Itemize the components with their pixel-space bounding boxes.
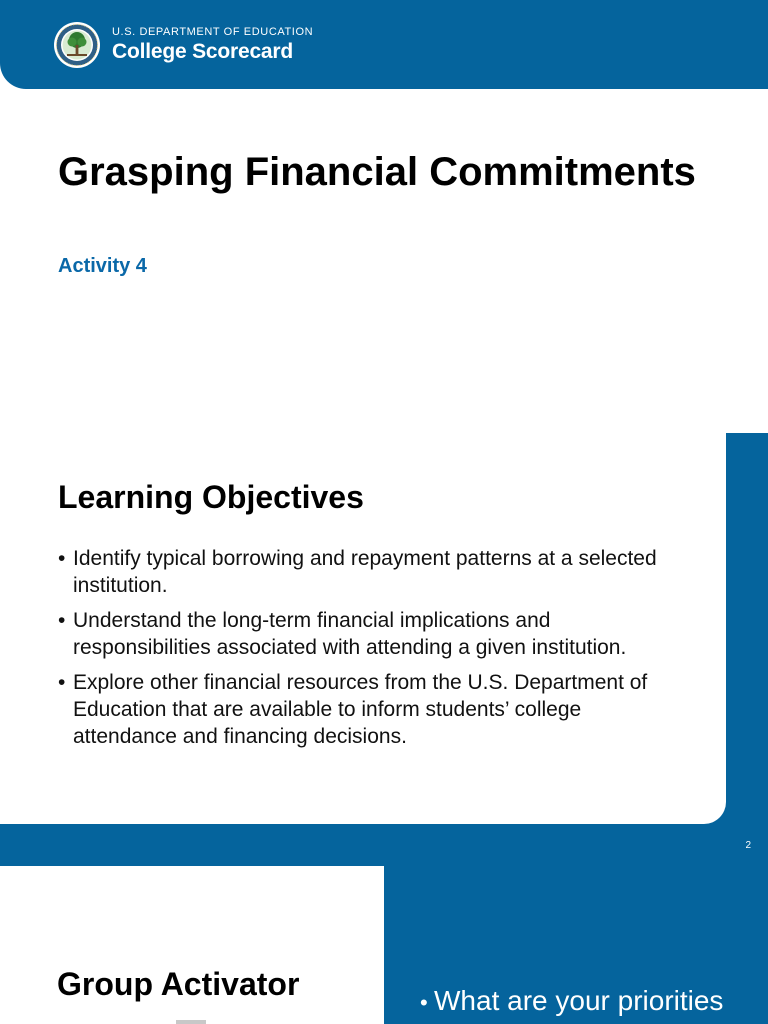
list-item (420, 984, 750, 1018)
bullet-icon: • (58, 609, 66, 632)
group-activator-slide (0, 866, 768, 1024)
slide-subtitle: Activity 4 (58, 255, 147, 277)
objective-text: Explore other financial resources from the U.S. Department of Education that are available to inform students’ college attendance and financing decisions. (73, 671, 648, 748)
list-item (58, 669, 678, 750)
title-slide (0, 0, 768, 433)
slide-title: Grasping Financial Commitments (58, 150, 696, 194)
left-panel (0, 866, 384, 1024)
decorative-tab (176, 1020, 206, 1024)
bullet-icon: • (420, 990, 428, 1015)
header-banner (0, 0, 768, 89)
right-panel (384, 866, 768, 1024)
group-activator-heading: Group Activator (57, 966, 300, 1002)
objective-text: Understand the long-term financial implications and responsibilities associated with attending a given institution. (73, 609, 627, 659)
objective-text: Identify typical borrowing and repayment patterns at a selected institution. (73, 547, 657, 597)
page-number: 2 (745, 840, 751, 851)
department-of-education-seal-icon (53, 21, 101, 69)
bullet-icon: • (58, 547, 66, 570)
learning-objectives-heading: Learning Objectives (58, 479, 364, 515)
learning-objectives-slide (0, 433, 768, 866)
slide-content-card (0, 433, 726, 824)
list-item (58, 607, 678, 661)
objectives-list (58, 545, 678, 758)
question-text: What are your priorities (434, 985, 724, 1016)
bullet-icon: • (58, 671, 66, 694)
department-label: U.S. DEPARTMENT OF EDUCATION (112, 26, 314, 38)
list-item (58, 545, 678, 599)
brand-name: College Scorecard (112, 40, 294, 63)
